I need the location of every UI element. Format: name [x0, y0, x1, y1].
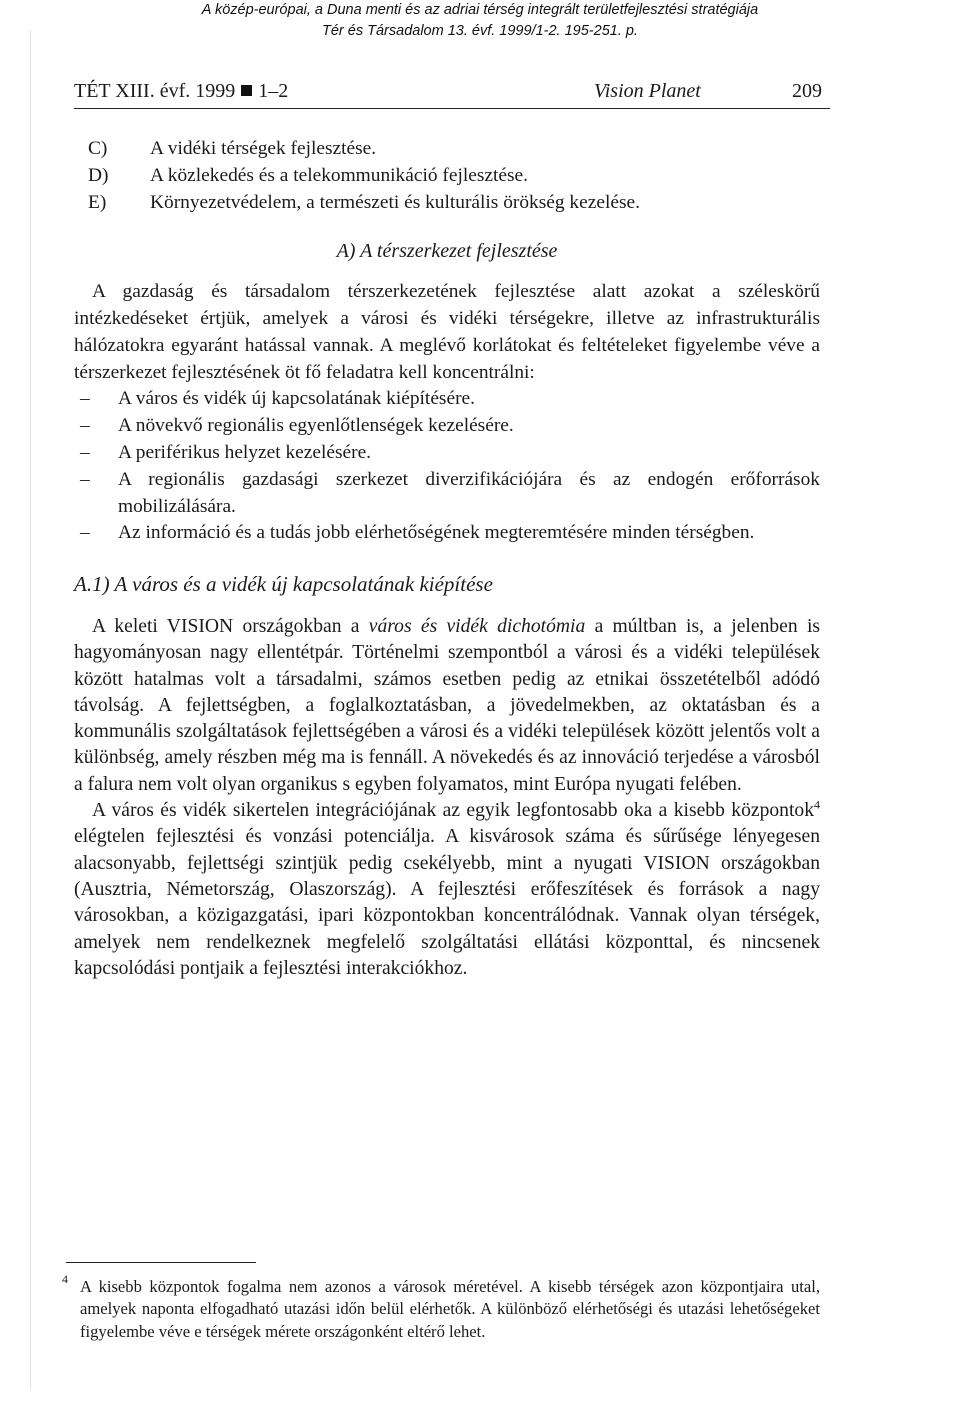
banner-title: A közép-európai, a Duna menti és az adriai térség integrált területfejlesztési stratégiája — [201, 2, 759, 18]
paragraph-text: a múltban is, a jelenben is hagyományosan nagy ellentétpár. Történelmi szempontból a városi és a vidéki települések között hatalmas volt a társadalmi, számos esetben pedig az etnikai összetételből adódó távolság. A fejlettségben, a foglalkoztatásban, a jövedelmekben, az oktatásban és a kommunális szolgáltatások fejlettségében a városi és a vidéki települések között jelentős volt a különbség, amely részben még ma is fennáll. A növekedés és az innováció terjedése a városból a falura nem volt olyan organikus s egyben folyamatos, mint Európa nyugati felében. — [74, 615, 821, 795]
footnote-mark: 4 — [62, 1272, 68, 1286]
footnote — [62, 1272, 820, 1343]
dash-item-text: A növekvő regionális egyenlőtlenségek kezelésére. — [118, 415, 514, 437]
journal-label: TÉT XIII. évf. 1999 — [74, 80, 236, 102]
dash-item-text: A regionális gazdasági szerkezet diverzifikációjára és az endogén erőforrások mobilizálására. — [118, 468, 820, 517]
issue-label: 1–2 — [258, 80, 289, 102]
list-item — [88, 190, 820, 217]
list-text: A közlekedés és a telekommunikáció fejlesztése. — [150, 164, 528, 186]
dash-list-item — [74, 386, 820, 413]
dash-bullet: – — [80, 522, 90, 544]
running-head-left — [74, 80, 288, 103]
list-marker: E) — [88, 191, 107, 213]
list-text: Környezetvédelem, a természeti és kulturális örökség kezelése. — [150, 191, 640, 213]
subsection-heading: A.1) A város és a vidék új kapcsolatának kiépítése — [74, 572, 493, 597]
dash-list-item — [74, 520, 820, 547]
footnote-separator — [66, 1262, 256, 1263]
document-source-banner — [0, 0, 960, 42]
dash-bullet: – — [80, 388, 90, 410]
footnote-text: A kisebb központok fogalma nem azonos a városok méretével. A kisebb térségek azon központjaira utal, amelyek naponta elfogadható utazási időn belül elérhetők. A különböző elérhetőségi és utazási lehetőségeket figyelembe véve e térségek mérete országonként eltérő lehet. — [80, 1277, 820, 1341]
list-item — [88, 136, 820, 163]
dash-item-text: Az információ és a tudás jobb elérhetőségének megteremtésére minden térségben. — [118, 522, 755, 544]
banner-citation: Tér és Társadalom 13. évf. 1999/1-2. 195-251. p. — [322, 23, 638, 39]
dash-bullet: – — [80, 468, 90, 490]
running-head — [74, 78, 830, 109]
footnote-reference[interactable]: 4 — [814, 797, 820, 812]
square-bullet-icon — [241, 85, 252, 96]
body-paragraph — [74, 798, 820, 982]
dash-list-item — [74, 413, 820, 440]
dash-list-item — [74, 467, 820, 521]
dash-bullet: – — [80, 415, 90, 437]
paragraph-text: elégtelen fejlesztési és vonzási potenciálja. A kisvárosok száma és sűrűsége lényegesen alacsonyabb, fejlettségi szintjük pedig csekélyebb, mint a nyugati VISION országokban (Ausztria, Németország, Olaszország). A fejlesztési erőfeszítések és források a nagy városokban, a közigazgatási, ipari központokban koncentrálódnak. Vannak olyan térségek, amelyek nem rendelkeznek megfelelő szolgáltatási ellátási központtal, és nincsenek kapcsolódási pontjaik a fejlesztési interakciókhoz. — [74, 826, 820, 979]
emphasized-term: város és vidék dichotómia — [368, 615, 586, 637]
list-item — [88, 163, 820, 190]
page-number: 209 — [792, 80, 822, 102]
paragraph-text: A keleti VISION országokban a — [92, 615, 369, 637]
list-marker: D) — [88, 164, 109, 186]
section-label: Vision Planet — [594, 80, 701, 102]
section-heading: A) A térszerkezet fejlesztése — [336, 240, 558, 263]
list-text: A vidéki térségek fejlesztése. — [150, 138, 377, 159]
section-intro-paragraph: A gazdaság és társadalom térszerkezetének fejlesztése alatt azokat a széleskörű intézkedéseket értjük, amelyek a városi és vidéki térségekre, illetve az infrastrukturális hálózatokra egyaránt hatással vannak. A meglévő korlátokat és feltételeket figyelembe véve a térszerkezet fejlesztésének öt fő feladatra kell koncentrálni: — [74, 281, 820, 383]
dash-bullet: – — [80, 441, 90, 463]
page-body — [74, 136, 820, 982]
dash-item-text: A periférikus helyzet kezelésére. — [118, 441, 372, 463]
page-edge-line — [30, 30, 31, 1390]
body-paragraph — [74, 614, 820, 798]
dash-list-item — [74, 440, 820, 467]
paragraph-text: A város és vidék sikertelen integrációjának az egyik legfontosabb oka a kisebb központok — [92, 800, 814, 822]
dash-item-text: A város és vidék új kapcsolatának kiépítésére. — [118, 388, 475, 410]
list-marker: C) — [88, 138, 108, 159]
